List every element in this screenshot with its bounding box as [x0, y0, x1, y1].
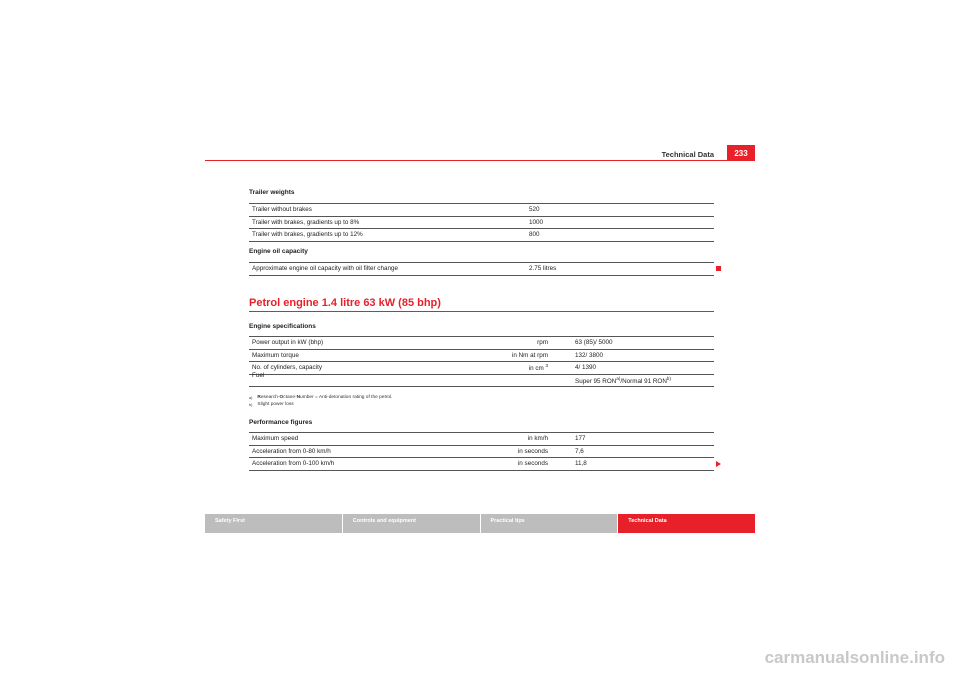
- fuel-value-b: /Normal 91 RON: [620, 377, 667, 385]
- row-value: 800: [505, 229, 714, 242]
- row-label: Maximum speed: [249, 433, 485, 446]
- section-title: Petrol engine 1.4 litre 63 kW (85 bhp): [249, 297, 441, 309]
- table-row: [249, 337, 714, 350]
- row-value: 11,8: [551, 458, 714, 471]
- watermark: carmanualsonline.info: [764, 648, 945, 667]
- engine-oil-heading: Engine oil capacity: [249, 248, 308, 255]
- row-unit: in seconds: [485, 458, 551, 471]
- performance-table: [249, 432, 714, 471]
- engine-oil-table: [249, 262, 714, 276]
- row-value: 7,6: [551, 445, 714, 458]
- fuel-value-a: Super 95 RON: [575, 377, 617, 385]
- table-row: [249, 445, 714, 458]
- row-label: Trailer with brakes, gradients up to 8%: [249, 216, 505, 229]
- trailer-weights-table: [249, 203, 714, 242]
- performance-heading: Performance figures: [249, 419, 313, 426]
- unit-superscript: 3: [545, 363, 548, 369]
- row-value: 4/ 1390: [551, 362, 714, 375]
- footnote-emph: N: [296, 395, 301, 400]
- footer-nav: [205, 514, 755, 533]
- footer-tab-practical-tips[interactable]: Practical tips: [481, 514, 618, 533]
- footer-tab-controls[interactable]: Controls and equipment: [343, 514, 480, 533]
- row-label: Acceleration from 0-80 km/h: [249, 445, 485, 458]
- footnote-ref-a: a): [616, 375, 621, 381]
- footnote-ref-b: b): [666, 375, 671, 381]
- footnotes: [249, 395, 392, 408]
- footnote-mark: a): [249, 396, 253, 400]
- page-number-badge: 233: [727, 145, 755, 161]
- continue-arrow-icon: [716, 461, 721, 467]
- trailer-weights-heading: Trailer weights: [249, 189, 295, 196]
- footnote-mark: b): [249, 402, 253, 407]
- row-unit: in seconds: [485, 445, 551, 458]
- row-value: 2.75 litres: [505, 263, 714, 276]
- row-value: 63 (85)/ 5000: [551, 337, 714, 350]
- table-row: [249, 263, 714, 276]
- footnote-emph: O: [279, 395, 284, 400]
- row-value: 132/ 3800: [551, 349, 714, 362]
- row-value: 1000: [505, 216, 714, 229]
- row-label: Acceleration from 0-100 km/h: [249, 458, 485, 471]
- row-unit: rpm: [485, 337, 551, 350]
- table-row: [249, 204, 714, 217]
- unit-text: in cm: [528, 365, 544, 373]
- table-row: [249, 374, 714, 387]
- engine-specs-heading: Engine specifications: [249, 323, 316, 330]
- table-row: [249, 216, 714, 229]
- fuel-label: Fuel: [252, 371, 265, 379]
- footer-tab-technical-data[interactable]: Technical Data: [618, 514, 755, 533]
- footnote-text: esearch-: [260, 395, 280, 400]
- row-value: 177: [551, 433, 714, 446]
- row-label: Power output in kW (bhp): [249, 337, 485, 350]
- table-row: [249, 229, 714, 242]
- row-label: Maximum torque: [249, 349, 485, 362]
- footnote-text: ctane-: [283, 395, 297, 400]
- page-header-title: Technical Data: [661, 150, 714, 159]
- row-unit: in km/h: [485, 433, 551, 446]
- row-label: Trailer without brakes: [249, 204, 505, 217]
- footnote-emph: R: [257, 395, 261, 400]
- row-unit: in Nm at rpm: [485, 349, 551, 362]
- footnote-text: Slight power loss: [257, 401, 294, 407]
- engine-specs-table: [249, 336, 714, 387]
- fuel-value: [551, 374, 714, 387]
- section-end-marker: [716, 266, 721, 271]
- footer-tab-safety-first[interactable]: Safety First: [205, 514, 342, 533]
- footnote-text: umber = Anti-detonation rating of the petrol.: [300, 395, 393, 400]
- table-row: [249, 433, 714, 446]
- section-title-underline: [249, 311, 714, 312]
- row-label: No. of cylinders, capacity: [249, 362, 485, 375]
- row-unit: [485, 362, 551, 375]
- footnote-b: [249, 402, 392, 409]
- table-row: [249, 458, 714, 471]
- table-row: [249, 349, 714, 362]
- header-divider: [205, 160, 755, 161]
- row-label: Approximate engine oil capacity with oil filter change: [249, 263, 505, 276]
- row-label: Trailer with brakes, gradients up to 12%: [249, 229, 505, 242]
- row-value: 520: [505, 204, 714, 217]
